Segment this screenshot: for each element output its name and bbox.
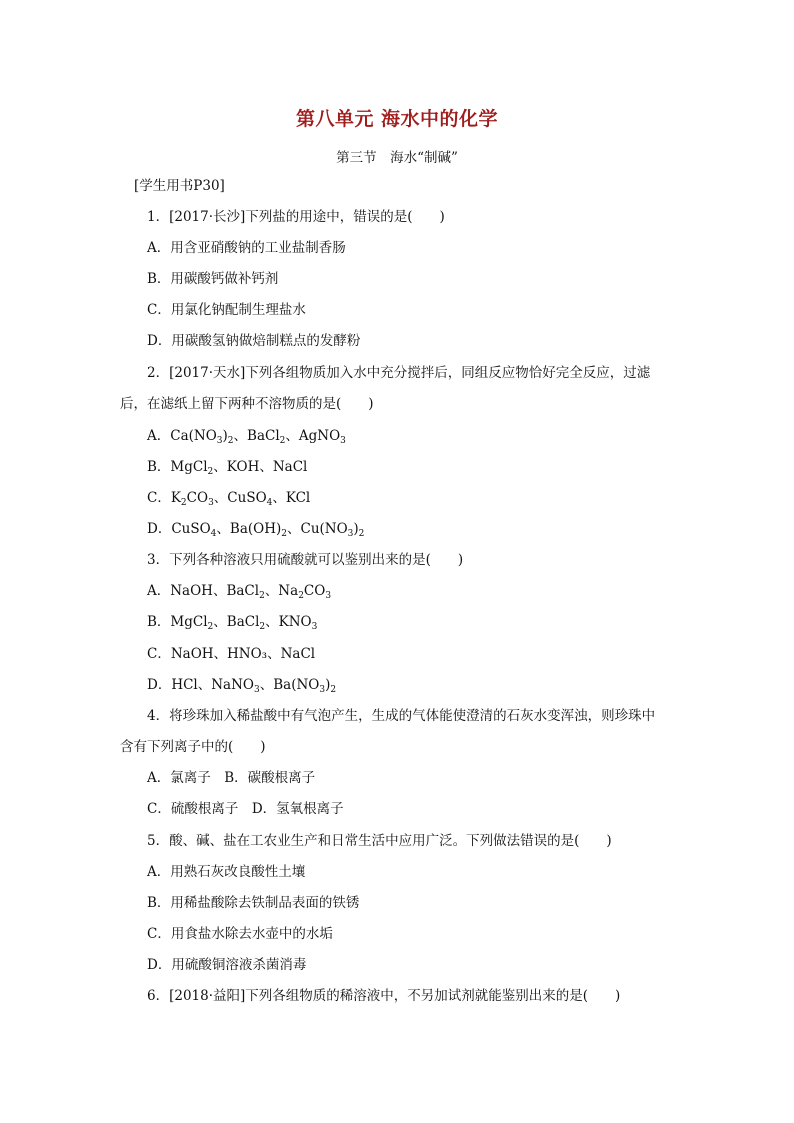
q1-option-c: C．用氯化钠配制生理盐水 [147, 302, 306, 318]
q6-stem: 6．[2018·益阳]下列各组物质的稀溶液中，不另加试剂就能鉴别出来的是( ) [147, 988, 621, 1004]
unit-title: 第八单元 海水中的化学 [295, 108, 499, 130]
q3-option-d: D．HCl、NaNO$_3$、$Ba(NO_3)_2$ [147, 677, 337, 695]
q3-option-b: B．MgCl$_2$、BaCl$_2$、$KNO_3$ [147, 614, 318, 632]
q5-option-b: B．用稀盐酸除去铁制品表面的铁锈 [147, 895, 360, 911]
q1-stem: 1．[2017·长沙]下列盐的用途中，错误的是( ) [147, 209, 445, 225]
q2-option-d: D．CuSO$_4$、$Ba(OH)_2$、$Cu(NO_3)_2$ [147, 521, 365, 539]
student-book-reference: [学生用书P30] [134, 178, 225, 194]
q5-stem: 5．酸、碱、盐在工农业生产和日常生活中应用广泛。下列做法错误的是( ) [147, 833, 612, 849]
q1-option-a: A．用含亚硝酸钠的工业盐制香肠 [147, 240, 346, 256]
q3-option-c: C．NaOH、HNO₃、NaCl [147, 646, 316, 662]
q1-option-b: B．用碳酸钙做补钙剂 [147, 271, 279, 287]
q3-stem: 3．下列各种溶液只用硫酸就可以鉴别出来的是( ) [147, 552, 464, 568]
q5-option-a: A．用熟石灰改良酸性土壤 [147, 864, 306, 880]
q5-option-c: C．用食盐水除去水壶中的水垢 [147, 926, 333, 942]
q5-option-d: D．用硫酸铜溶液杀菌消毒 [147, 957, 307, 973]
q3-option-a: A．NaOH、BaCl$_2$、$Na_2CO_3$ [147, 583, 332, 601]
q4-stem-line2: 含有下列离子中的( ) [120, 739, 266, 755]
q4-options-cd: C．硫酸根离子 D．氢氧根离子 [147, 801, 344, 817]
q2-option-a: A．$Ca(NO_3)_2$、BaCl$_2$、AgNO$_3$ [147, 428, 346, 446]
q1-option-d: D．用碳酸氢钠做焙制糕点的发酵粉 [147, 333, 361, 349]
q2-option-c: C．$K_2CO_3$、CuSO$_4$、KCl [147, 490, 311, 508]
q2-stem-line2: 后，在滤纸上留下两种不溶物质的是( ) [120, 396, 374, 412]
section-title: 第三节 海水“制碱” [336, 150, 458, 166]
q2-option-b: B．MgCl$_2$、KOH、NaCl [147, 459, 308, 477]
q4-options-ab: A．氯离子 B．碳酸根离子 [147, 770, 316, 786]
q2-stem-line1: 2．[2017·天水]下列各组物质加入水中充分搅拌后，同组反应物恰好完全反应，过滤 [147, 365, 651, 381]
q4-stem-line1: 4．将珍珠加入稀盐酸中有气泡产生，生成的气体能使澄清的石灰水变浑浊，则珍珠中 [147, 708, 656, 724]
